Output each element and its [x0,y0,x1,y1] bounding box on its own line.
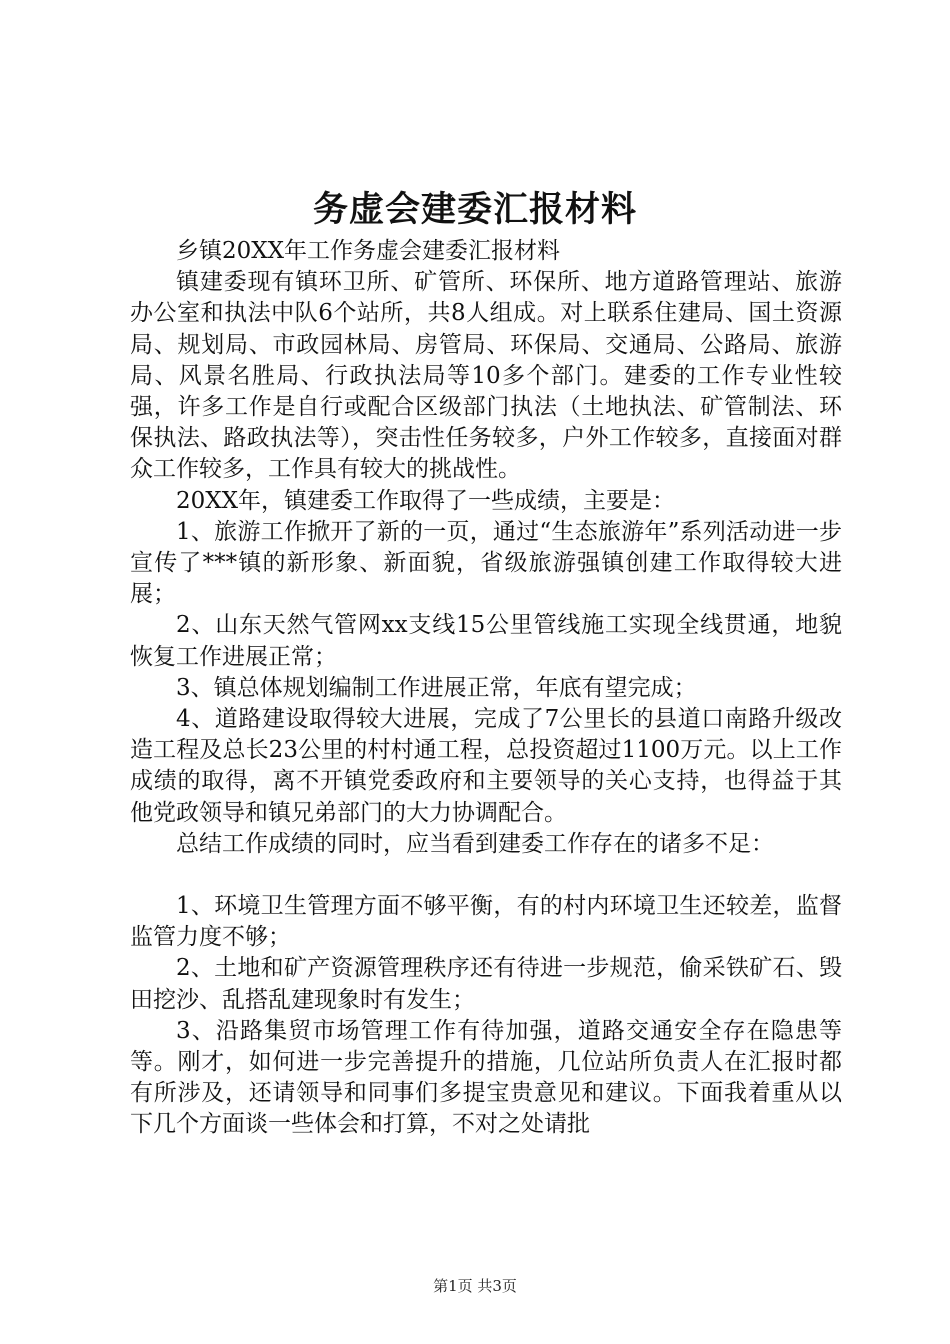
paragraph-intro: 镇建委现有镇环卫所、矿管所、环保所、地方道路管理站、旅游办公室和执法中队6个站所，共8人组成。对上联系住建局、国土资源局、规划局、市政园林局、房管局、环保局、交通局、公路局、旅游局、风景名胜局、行政执法局等10多个部门。建委的工作专业性较强，许多工作是自行或配合区级部门执法（土地执法、矿管制法、环保执法、路政执法等），突击性任务较多，户外工作较多，直接面对群众工作较多，工作具有较大的挑战性。 [130,269,842,483]
page-number: 第1页 共3页 [433,1277,517,1295]
paragraph-shortcoming-2: 2、土地和矿产资源管理秩序还有待进一步规范，偷采铁矿石、毁田挖沙、乱搭乱建现象时有发生； [130,955,842,1013]
document-title: 务虚会建委汇报材料 [312,190,637,230]
paragraph-achievement-2: 2、山东天然气管网xx支线15公里管线施工实现全线贯通，地貌恢复工作进展正常； [130,612,842,670]
paragraph-achievement-1: 1、旅游工作掀开了新的一页，通过“生态旅游年”系列活动进一步宣传了***镇的新形象、新面貌，省级旅游强镇创建工作取得较大进展； [130,518,842,608]
paragraph-achievements-lead: 20XX年，镇建委工作取得了一些成绩，主要是： [176,487,676,514]
paragraph-subtitle: 乡镇20XX年工作务虚会建委汇报材料 [176,238,561,264]
paragraph-shortcoming-1: 1、环境卫生管理方面不够平衡，有的村内环境卫生还较差，监督监管力度不够； [130,893,842,951]
paragraph-achievement-3: 3、镇总体规划编制工作进展正常，年底有望完成； [176,674,697,701]
document-body [130,236,842,1141]
paragraph-shortcoming-3: 3、沿路集贸市场管理工作有待加强，道路交通安全存在隐患等等。刚才，如何进一步完善提升的措施，几位站所负责人在汇报时都有所涉及，还请领导和同事们多提宝贵意见和建议。下面我着重从以下几个方面谈一些体会和打算，不对之处请批 [130,1017,842,1138]
paragraph-shortcomings-lead: 总结工作成绩的同时，应当看到建委工作存在的诸多不足： [176,830,774,857]
paragraph-achievement-4: 4、道路建设取得较大进展，完成了7公里长的县道口南路升级改造工程及总长23公里的村村通工程，总投资超过1100万元。以上工作成绩的取得，离不开镇党委政府和主要领导的关心支持，也得益于其他党政领导和镇兄弟部门的大力协调配合。 [130,706,842,826]
